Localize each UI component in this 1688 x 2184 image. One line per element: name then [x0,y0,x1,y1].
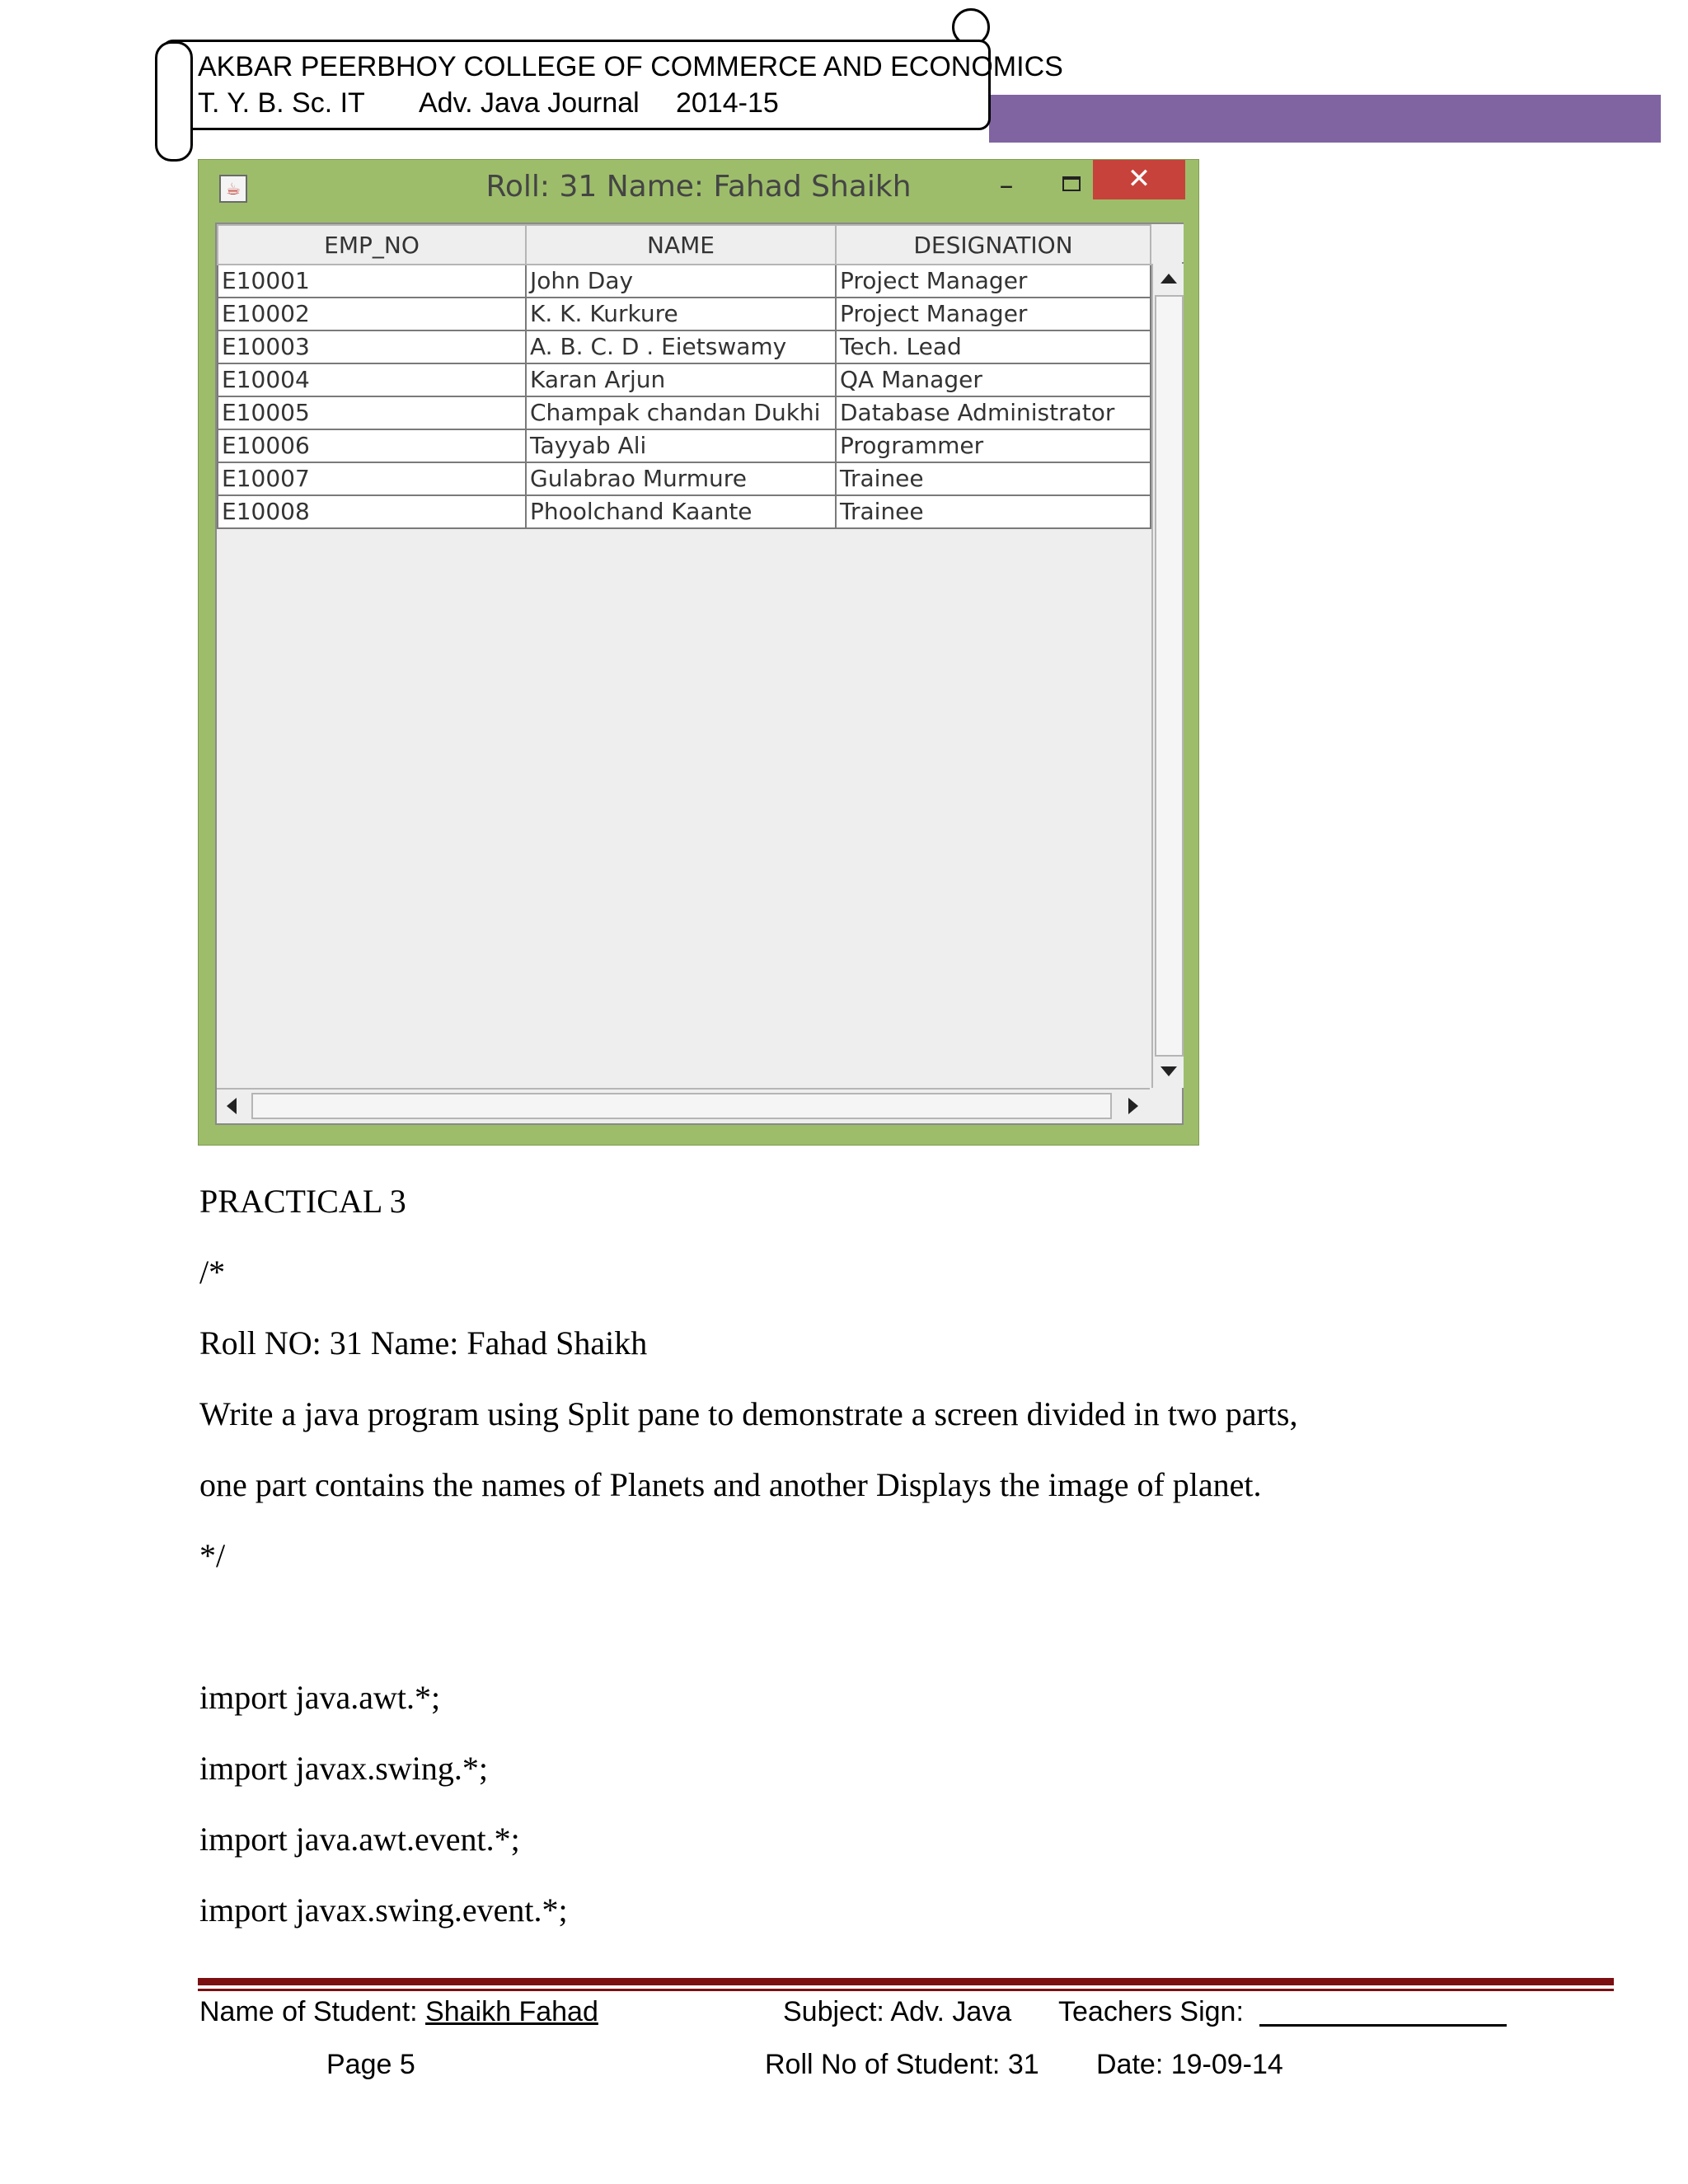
table-row[interactable] [218,462,1151,495]
scrollbar-corner [1150,224,1184,262]
cell-emp-no[interactable]: E10008 [218,495,526,528]
footer-rule [198,1989,1614,1991]
table-row[interactable] [218,363,1151,396]
horizontal-scroll-thumb[interactable] [251,1093,1112,1119]
minimize-button[interactable]: – [999,169,1014,202]
cell-emp-no[interactable]: E10005 [218,396,526,429]
cell-name[interactable]: John Day [526,265,836,298]
table-row[interactable] [218,265,1151,298]
cell-name[interactable]: Karan Arjun [526,363,836,396]
academic-year: 2014-15 [676,87,779,119]
vertical-scroll-thumb[interactable] [1155,295,1184,1057]
cell-designation[interactable]: Programmer [836,429,1151,462]
header-color-band [989,95,1661,143]
cell-name[interactable]: Phoolchand Kaante [526,495,836,528]
student-name-field [199,1996,598,2028]
scroll-down-arrow-icon[interactable] [1160,1066,1177,1076]
table-row[interactable] [218,298,1151,330]
vertical-scrollbar[interactable] [1151,264,1184,1088]
table-row[interactable] [218,429,1151,462]
column-header-emp-no[interactable]: EMP_NO [218,225,526,265]
cell-emp-no[interactable]: E10003 [218,330,526,363]
cell-designation[interactable]: Database Administrator [836,396,1151,429]
table-row[interactable] [218,495,1151,528]
horizontal-scrollbar[interactable] [217,1088,1150,1122]
code-line: import javax.swing.*; [199,1750,488,1787]
page-number: Page 5 [326,2049,415,2080]
table-scroll-pane [215,223,1184,1125]
student-name: Shaikh Fahad [425,1996,598,2027]
cell-emp-no[interactable]: E10004 [218,363,526,396]
roll-number: Roll No of Student: 31 [765,2049,1039,2080]
cell-name[interactable]: Champak chandan Dukhi [526,396,836,429]
signature-line [1259,2024,1507,2027]
scroll-up-arrow-icon[interactable] [1160,274,1177,284]
subject-label: Subject: Adv. Java [783,1996,1012,2027]
maximize-button[interactable] [1056,171,1089,199]
scroll-right-arrow-icon[interactable] [1128,1098,1138,1114]
close-button[interactable]: ✕ [1093,160,1185,199]
cell-name[interactable]: A. B. C. D . Eietswamy [526,330,836,363]
window-title: Roll: 31 Name: Fahad Shaikh [485,170,912,204]
journal-name: Adv. Java Journal [419,87,640,119]
header-subline [198,87,989,120]
scroll-curl-decoration [155,41,193,162]
practical-heading: PRACTICAL 3 [199,1183,406,1220]
table-row[interactable] [218,396,1151,429]
cell-designation[interactable]: QA Manager [836,363,1151,396]
table-row[interactable] [218,330,1151,363]
java-icon[interactable]: ☕ [219,175,247,203]
cell-name[interactable]: Tayyab Ali [526,429,836,462]
column-header-designation[interactable]: DESIGNATION [836,225,1151,265]
roll-line: Roll NO: 31 Name: Fahad Shaikh [199,1324,648,1361]
table-header-row [218,225,1151,265]
code-line: import java.awt.event.*; [199,1821,520,1858]
cell-emp-no[interactable]: E10007 [218,462,526,495]
title-bar[interactable] [199,160,1198,211]
cell-designation[interactable]: Project Manager [836,265,1151,298]
teacher-sign-label: Teachers Sign: [1058,1996,1244,2027]
date-label: Date: 19-09-14 [1096,2049,1283,2080]
comment-open: /* [199,1254,226,1291]
aim-line: Write a java program using Split pane to demonstrate a screen divided in two parts, [199,1395,1298,1432]
scroll-left-arrow-icon[interactable] [227,1098,237,1114]
footer-rule [198,1978,1614,1985]
comment-close: */ [199,1537,226,1574]
column-header-name[interactable]: NAME [526,225,836,265]
cell-emp-no[interactable]: E10001 [218,265,526,298]
cell-emp-no[interactable]: E10006 [218,429,526,462]
cell-designation[interactable]: Trainee [836,495,1151,528]
cell-emp-no[interactable]: E10002 [218,298,526,330]
aim-line: one part contains the names of Planets and another Displays the image of planet. [199,1466,1262,1503]
course-name: T. Y. B. Sc. IT [198,87,365,119]
employee-table [217,224,1151,529]
student-label: Name of Student: [199,1996,426,2027]
cell-name[interactable]: K. K. Kurkure [526,298,836,330]
college-name: AKBAR PEERBHOY COLLEGE OF COMMERCE AND ECONOMICS [198,51,1063,82]
app-window [198,159,1199,1146]
cell-name[interactable]: Gulabrao Murmure [526,462,836,495]
code-line: import javax.swing.event.*; [199,1891,568,1929]
cell-designation[interactable]: Tech. Lead [836,330,1151,363]
code-line: import java.awt.*; [199,1679,441,1716]
cell-designation[interactable]: Trainee [836,462,1151,495]
cell-designation[interactable]: Project Manager [836,298,1151,330]
